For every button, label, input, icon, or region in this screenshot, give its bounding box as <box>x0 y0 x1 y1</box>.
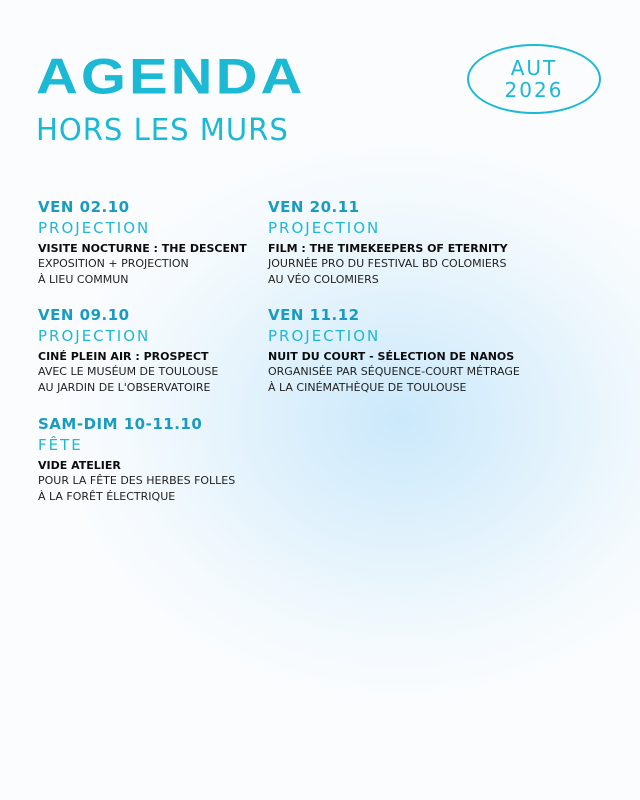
event-title: FILM : THE TIMEKEEPERS OF ETERNITY <box>268 242 508 255</box>
event-date: VEN 09.10 <box>38 306 130 324</box>
event-card <box>38 415 278 505</box>
event-category: FÊTE <box>38 436 83 454</box>
event-date: SAM-DIM 10-11.10 <box>38 415 203 433</box>
event-category: PROJECTION <box>268 219 381 237</box>
event-title: VIDE ATELIER <box>38 459 121 472</box>
event-card <box>38 198 278 288</box>
event-date: VEN 02.10 <box>38 198 130 216</box>
event-location: À LA FORÊT ÉLECTRIQUE <box>38 490 176 503</box>
event-category: PROJECTION <box>268 327 381 345</box>
event-detail: JOURNÉE PRO DU FESTIVAL BD COLOMIERS <box>268 257 507 270</box>
event-location: À LA CINÉMATHÈQUE DE TOULOUSE <box>268 381 467 394</box>
event-detail: ORGANISÉE PAR SÉQUENCE-COURT MÉTRAGE <box>268 365 520 378</box>
season-label: AUT <box>510 56 558 80</box>
event-location: AU VÉO COLOMIERS <box>268 273 379 286</box>
season-badge <box>467 44 601 114</box>
event-date: VEN 11.12 <box>268 306 360 324</box>
page-subtitle: HORS LES MURS <box>36 113 289 148</box>
season-year: 2026 <box>504 78 564 102</box>
event-location: À LIEU COMMUN <box>38 273 129 286</box>
event-detail: AVEC LE MUSÉUM DE TOULOUSE <box>38 365 219 378</box>
event-category: PROJECTION <box>38 327 151 345</box>
page-title: AGENDA <box>36 48 306 105</box>
event-detail: POUR LA FÊTE DES HERBES FOLLES <box>38 474 236 487</box>
event-card <box>268 198 568 288</box>
event-detail: EXPOSITION + PROJECTION <box>38 257 189 270</box>
event-card <box>38 306 278 396</box>
event-location: AU JARDIN DE L'OBSERVATOIRE <box>38 381 211 394</box>
event-category: PROJECTION <box>38 219 151 237</box>
event-title: CINÉ PLEIN AIR : PROSPECT <box>38 350 209 363</box>
event-title: VISITE NOCTURNE : THE DESCENT <box>38 242 247 255</box>
event-title: NUIT DU COURT - SÉLECTION DE NANOS <box>268 350 515 363</box>
event-date: VEN 20.11 <box>268 198 360 216</box>
event-card <box>268 306 568 396</box>
